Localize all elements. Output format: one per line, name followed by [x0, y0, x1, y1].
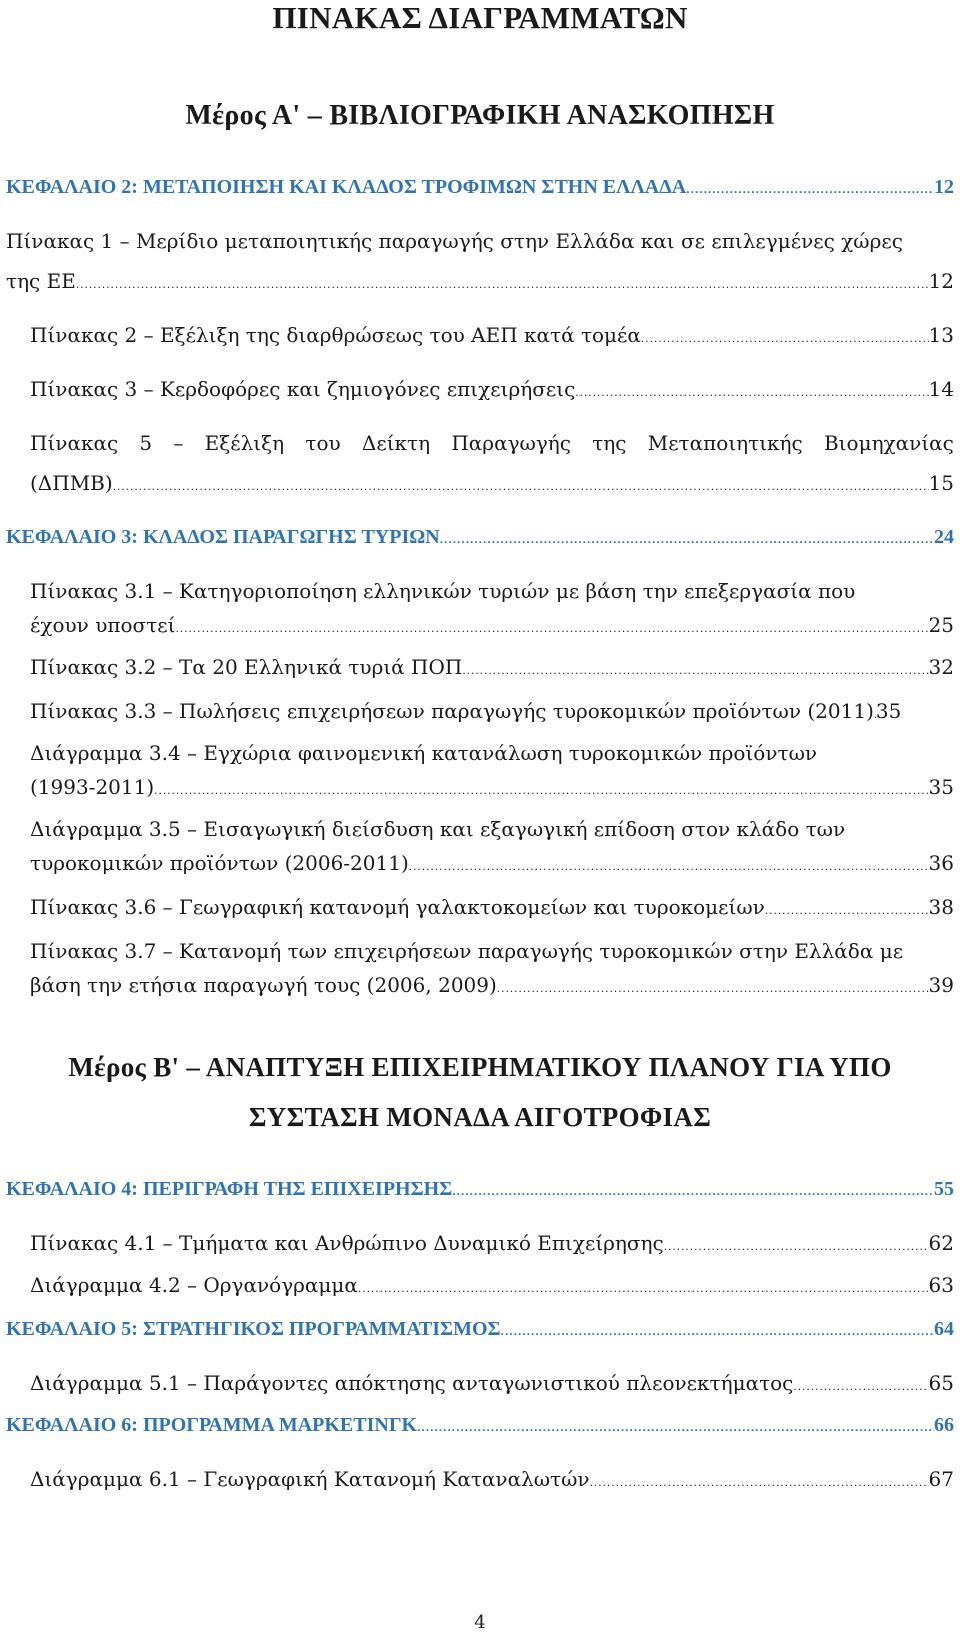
toc-label: Διάγραμμα 6.1 – Γεωγραφική Κατανομή Καταναλωτών: [30, 1467, 590, 1491]
toc-leader: [113, 471, 929, 501]
toc-leader: [501, 1316, 934, 1346]
toc-label: Πίνακας 3.3 – Πωλήσεις επιχειρήσεων παραγωγής τυροκομικών προϊόντων (2011): [30, 699, 874, 723]
toc-chapter-3[interactable]: [6, 522, 954, 554]
toc-page: 62: [928, 1231, 954, 1255]
toc-table-4-1[interactable]: [30, 1228, 954, 1261]
toc-page: 24: [934, 526, 954, 548]
toc-table-2[interactable]: [30, 320, 954, 353]
page-number: 4: [474, 1612, 486, 1633]
part-a-title: Μέρος Α' – ΒΙΒΛΙΟΓΡΑΦΙΚΗ ΑΝΑΣΚΟΠΗΣΗ: [185, 100, 775, 131]
toc-label: ΚΕΦΑΛΑΙΟ 4: ΠΕΡΙΓΡΑΦΗ ΤΗΣ ΕΠΙΧΕΙΡΗΣΗΣ: [6, 1178, 453, 1200]
word: Δείκτη: [361, 431, 431, 455]
toc-diagram-6-1[interactable]: [30, 1464, 954, 1497]
toc-page: 36: [928, 851, 954, 875]
toc-leader: [440, 524, 934, 554]
toc-leader: [76, 269, 929, 299]
toc-label: έχουν υποστεί: [30, 613, 176, 637]
word: Μεταποιητικής: [647, 431, 803, 455]
toc-leader: [175, 613, 928, 643]
toc-entry-line1: Διάγραμμα 3.5 – Εισαγωγική διείσδυση και εξαγωγική επίδοση στον κλάδο των: [30, 817, 846, 841]
toc-leader: [417, 1412, 934, 1442]
toc-label: ΚΕΦΑΛΑΙΟ 3: ΚΛΑΔΟΣ ΠΑΡΑΓΩΓΗΣ ΤΥΡΙΩΝ: [6, 526, 440, 548]
toc-page: 38: [928, 895, 954, 919]
toc-label: (ΔΠΜΒ): [30, 471, 113, 495]
toc-page: 64: [934, 1318, 954, 1340]
toc-label: Πίνακας 3 – Κερδοφόρες και ζημιογόνες επιχειρήσεις: [30, 377, 576, 401]
toc-label: Διάγραμμα 4.2 – Οργανόγραμμα: [30, 1273, 358, 1297]
toc-page: 32: [928, 655, 954, 679]
toc-label: ΚΕΦΑΛΑΙΟ 5: ΣΤΡΑΤΗΓΙΚΟΣ ΠΡΟΓΡΑΜΜΑΤΙΣΜΟΣ: [6, 1318, 501, 1340]
word: Παραγωγής: [451, 431, 571, 455]
toc-table-3[interactable]: [30, 374, 954, 407]
word: της: [592, 431, 627, 455]
toc-page: 12: [928, 269, 954, 293]
toc-leader: [641, 323, 929, 353]
document-title: ΠΙΝΑΚΑΣ ΔΙΑΓΡΑΜΜΑΤΩΝ: [272, 0, 688, 35]
toc-page: 13: [928, 323, 954, 347]
toc-entry-line1: Πίνακας 3.7 – Κατανομή των επιχειρήσεων παραγωγής τυροκομικών στην Ελλάδα με: [30, 939, 904, 963]
toc-chapter-4[interactable]: [6, 1174, 954, 1206]
toc-label: Πίνακας 3.2 – Τα 20 Ελληνικά τυριά ΠΟΠ: [30, 655, 463, 679]
toc-label: βάση την ετήσια παραγωγή τους (2006, 2009): [30, 973, 497, 997]
toc-page: 39: [928, 973, 954, 997]
toc-page: 55: [934, 1178, 954, 1200]
toc-leader: [409, 851, 929, 881]
toc-page: 67: [928, 1467, 954, 1491]
toc-entry-line1: Πίνακας 1 – Μερίδιο μεταποιητικής παραγωγής στην Ελλάδα και σε επιλεγμένες χώρες: [6, 229, 903, 253]
word: Πίνακας: [30, 431, 119, 455]
toc-leader: [590, 1467, 929, 1497]
toc-label: ΚΕΦΑΛΑΙΟ 2: ΜΕΤΑΠΟΙΗΣΗ ΚΑΙ ΚΛΑΔΟΣ ΤΡΟΦΙΜΩΝ ΣΤΗΝ ΕΛΛΑΔΑ: [6, 176, 687, 198]
toc-page: 12: [934, 176, 954, 198]
toc-leader: [765, 895, 929, 925]
word: του: [305, 431, 341, 455]
toc-entry-line1: Πίνακας 3.1 – Κατηγοριοποίηση ελληνικών τυριών με βάση την επεξεργασία που: [30, 579, 856, 603]
toc-leader: [497, 973, 929, 1003]
word: Βιομηχανίας: [823, 431, 954, 455]
toc-label: (1993-2011): [30, 775, 155, 799]
toc-leader: [793, 1371, 928, 1401]
word: –: [173, 431, 184, 455]
toc-table-5[interactable]: [30, 468, 954, 501]
part-b-title-line2: ΣΥΣΤΑΣΗ ΜΟΝΑΔΑ ΑΙΓΟΤΡΟΦΙΑΣ: [248, 1102, 712, 1132]
toc-diagram-3-4[interactable]: [30, 772, 954, 805]
toc-chapter-2[interactable]: [6, 172, 954, 204]
toc-page: 65: [928, 1371, 954, 1395]
toc-leader: [154, 775, 928, 805]
toc-label: Πίνακας 4.1 – Τμήματα και Ανθρώπινο Δυναμικό Επιχείρησης: [30, 1231, 664, 1255]
toc-table-1[interactable]: [6, 266, 954, 299]
toc-table-3-6[interactable]: [30, 892, 954, 925]
toc-table-3-3[interactable]: [30, 696, 954, 729]
toc-entry-line1: [30, 428, 954, 458]
toc-page: 63: [928, 1273, 954, 1297]
toc-label: Πίνακας 3.6 – Γεωγραφική κατανομή γαλακτοκομείων και τυροκομείων: [30, 895, 765, 919]
part-b-title-line1: Μέρος Β' – ΑΝΑΠΤΥΞΗ ΕΠΙΧΕΙΡΗΜΑΤΙΚΟΥ ΠΛΑΝΟΥ ΓΙΑ ΥΠΟ: [68, 1052, 892, 1082]
toc-leader: [358, 1273, 929, 1303]
toc-label: τυροκομικών προϊόντων (2006-2011): [30, 851, 409, 875]
toc-diagram-4-2[interactable]: [30, 1270, 954, 1303]
toc-label: Διάγραμμα 5.1 – Παράγοντες απόκτησης ανταγωνιστικού πλεονεκτήματος: [30, 1371, 794, 1395]
toc-leader: [686, 174, 934, 204]
toc-page: 15: [928, 471, 954, 495]
toc-entry-line1: Διάγραμμα 3.4 – Εγχώρια φαινομενική κατανάλωση τυροκομικών προϊόντων: [30, 741, 818, 765]
toc-page: 14: [928, 377, 954, 401]
toc-leader: [462, 655, 928, 685]
toc-table-3-2[interactable]: [30, 652, 954, 685]
toc-diagram-5-1[interactable]: [30, 1368, 954, 1401]
word: Εξέλιξη: [204, 431, 285, 455]
toc-label: της ΕΕ: [6, 269, 76, 293]
toc-page: 66: [934, 1414, 954, 1436]
toc-leader: [575, 377, 928, 407]
toc-label: Πίνακας 2 – Εξέλιξη της διαρθρώσεως του ΑΕΠ κατά τομέα: [30, 323, 641, 347]
toc-label: ΚΕΦΑΛΑΙΟ 6: ΠΡΟΓΡΑΜΜΑ ΜΑΡΚΕΤΙΝΓΚ: [6, 1414, 418, 1436]
toc-table-3-1[interactable]: [30, 610, 954, 643]
toc-page: 25: [928, 613, 954, 637]
toc-chapter-5[interactable]: [6, 1314, 954, 1346]
toc-page: 35: [928, 775, 954, 799]
toc-table-3-7[interactable]: [30, 970, 954, 1003]
toc-leader: [452, 1176, 934, 1206]
toc-diagram-3-5[interactable]: [30, 848, 954, 881]
toc-chapter-6[interactable]: [6, 1410, 954, 1442]
toc-leader: [664, 1231, 929, 1261]
word: 5: [139, 431, 153, 455]
toc-page: 35: [875, 699, 902, 723]
